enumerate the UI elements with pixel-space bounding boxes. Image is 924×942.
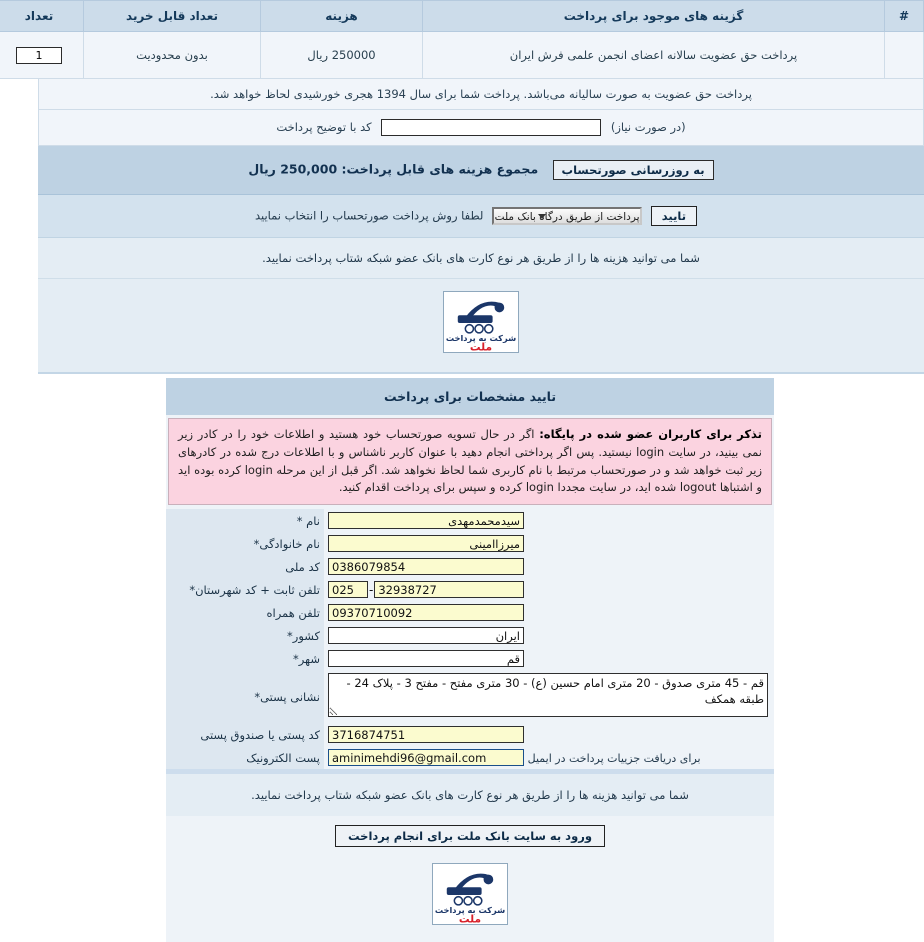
login-warning-text: اگر در حال تسویه صورتحساب خود هستید و اطلاعات خود را در کادر زیر نمی بینید، در سایت login نیستید. پس اگر پرداختی انجام دهید با عنوان کاربر ناشناس و با اطلاعات درج شده در کادرهای زیر ثبت خواهد شد و در صورتحساب مرتبط با نام کاربری شما لحاظ نخواهد شد. اگر قبل از این مرحله login کرده بوده اید و اشتباها logout شده اید، در سایت مجددا login کرده و سپس برای پرداخت اقدام کنید. bbox=[178, 427, 763, 495]
shetab-note-bottom: شما می توانید هزینه ها را از طریق هر نوع کارت های بانک عضو شبکه شتاب پرداخت نمایید. bbox=[166, 769, 774, 816]
field-row-first-name bbox=[166, 509, 774, 532]
login-warning-bold: تذکر برای کاربران عضو شده در پایگاه: bbox=[539, 427, 762, 441]
confirmation-form-panel bbox=[166, 378, 774, 942]
shetab-note-top: شما می توانید هزینه ها را از طریق هر نوع کارت های بانک عضو شبکه شتاب پرداخت نمایید. bbox=[38, 238, 924, 279]
landline-number-input[interactable] bbox=[374, 581, 524, 598]
city-label: شهر* bbox=[166, 647, 324, 670]
field-row-address bbox=[166, 670, 774, 723]
svg-text:ملت: ملت bbox=[458, 912, 482, 925]
svg-text:شرکت به پرداخت: شرکت به پرداخت bbox=[445, 332, 517, 343]
postal-code-label: کد پستی یا صندوق پستی bbox=[166, 723, 324, 746]
mobile-label: تلفن همراه bbox=[166, 601, 324, 624]
payment-code-hint: (در صورت نیاز) bbox=[610, 120, 686, 134]
go-to-bank-button[interactable]: ورود به سایت بانک ملت برای انجام پرداخت bbox=[335, 825, 605, 847]
phone-separator: - bbox=[369, 582, 374, 597]
row-cost-cell: 250000 ریال bbox=[261, 32, 423, 79]
mellat-bank-logo-bottom bbox=[432, 863, 508, 925]
email-hint: برای دریافت جزییات پرداخت در ایمیل bbox=[527, 751, 701, 765]
row-quantity-cell bbox=[0, 32, 84, 79]
mobile-phone-input[interactable] bbox=[328, 604, 524, 621]
bank-logo-band-top bbox=[38, 279, 924, 372]
postal-code-input[interactable] bbox=[328, 726, 524, 743]
column-header-count: تعداد bbox=[0, 1, 84, 32]
table-row bbox=[0, 32, 924, 79]
payment-code-row bbox=[38, 110, 924, 146]
last-name-input[interactable] bbox=[328, 535, 524, 552]
svg-text:شرکت به پرداخت: شرکت به پرداخت bbox=[434, 905, 506, 916]
mellat-logo-graphic bbox=[444, 292, 518, 352]
field-row-postal-code bbox=[166, 723, 774, 746]
postal-address-label: نشانی پستی* bbox=[166, 670, 324, 723]
total-amount-text: مجموع هزینه های قابل پرداخت: 250,000 ریال bbox=[248, 161, 539, 177]
go-bank-button-row bbox=[166, 816, 774, 851]
form-title: تایید مشخصات برای پرداخت bbox=[166, 378, 774, 415]
payment-options-panel bbox=[24, 0, 924, 374]
national-id-input[interactable] bbox=[328, 558, 524, 575]
row-index-cell bbox=[885, 32, 924, 79]
refresh-invoice-button[interactable]: به روزرسانی صورتحساب bbox=[553, 160, 714, 180]
field-row-mobile bbox=[166, 601, 774, 624]
field-row-national-id bbox=[166, 555, 774, 578]
payment-method-select[interactable] bbox=[492, 207, 642, 225]
email-label: پست الکترونیک bbox=[166, 746, 324, 769]
user-details-table bbox=[166, 509, 774, 769]
chevron-down-icon bbox=[538, 214, 546, 219]
row-title-cell: پرداخت حق عضویت سالانه اعضای انجمن علمی فرش ایران bbox=[423, 32, 885, 79]
last-name-label: نام خانوادگی* bbox=[166, 532, 324, 555]
postal-address-textarea[interactable] bbox=[328, 673, 768, 717]
field-row-country bbox=[166, 624, 774, 647]
payment-method-selected-label: پرداخت از طریق درگاه بانک ملت bbox=[494, 211, 640, 223]
svg-text:ملت: ملت bbox=[469, 340, 493, 352]
payment-options-table bbox=[0, 0, 924, 79]
payment-code-input[interactable] bbox=[381, 119, 601, 136]
landline-label: تلفن ثابت + کد شهرستان* bbox=[166, 578, 324, 601]
first-name-input[interactable] bbox=[328, 512, 524, 529]
field-row-landline bbox=[166, 578, 774, 601]
payment-method-band bbox=[38, 195, 924, 238]
bank-logo-band-bottom bbox=[166, 851, 774, 942]
area-code-input[interactable] bbox=[328, 581, 368, 598]
confirm-button[interactable]: تایید bbox=[651, 206, 697, 226]
field-row-city bbox=[166, 647, 774, 670]
payment-method-prompt: لطفا روش پرداخت صورتحساب را انتخاب نمایید bbox=[254, 208, 484, 223]
first-name-label: نام * bbox=[166, 509, 324, 532]
national-id-label: کد ملی bbox=[166, 555, 324, 578]
email-input[interactable] bbox=[328, 749, 524, 766]
login-warning-box bbox=[168, 418, 772, 505]
mellat-bank-logo bbox=[443, 291, 519, 353]
row-available-cell: بدون محدودیت bbox=[84, 32, 261, 79]
country-label: کشور* bbox=[166, 624, 324, 647]
column-header-cost: هزینه bbox=[261, 1, 423, 32]
field-row-email bbox=[166, 746, 774, 769]
city-input[interactable] bbox=[328, 650, 524, 667]
country-input[interactable] bbox=[328, 627, 524, 644]
mellat-logo-graphic-bottom bbox=[433, 864, 507, 924]
membership-note: پرداخت حق عضویت به صورت سالیانه می‌باشد. پرداخت شما برای سال 1394 هجری خورشیدی لحاظ خواهد شد. bbox=[38, 79, 924, 110]
column-header-title: گزینه های موجود برای پرداخت bbox=[423, 1, 885, 32]
quantity-input[interactable] bbox=[16, 47, 62, 64]
field-row-last-name bbox=[166, 532, 774, 555]
total-amount-band bbox=[38, 146, 924, 195]
table-header-row bbox=[0, 1, 924, 32]
payment-code-label: کد با توضیح پرداخت bbox=[276, 120, 372, 134]
column-header-available: تعداد قابل خرید bbox=[84, 1, 261, 32]
column-header-hash: # bbox=[885, 1, 924, 32]
